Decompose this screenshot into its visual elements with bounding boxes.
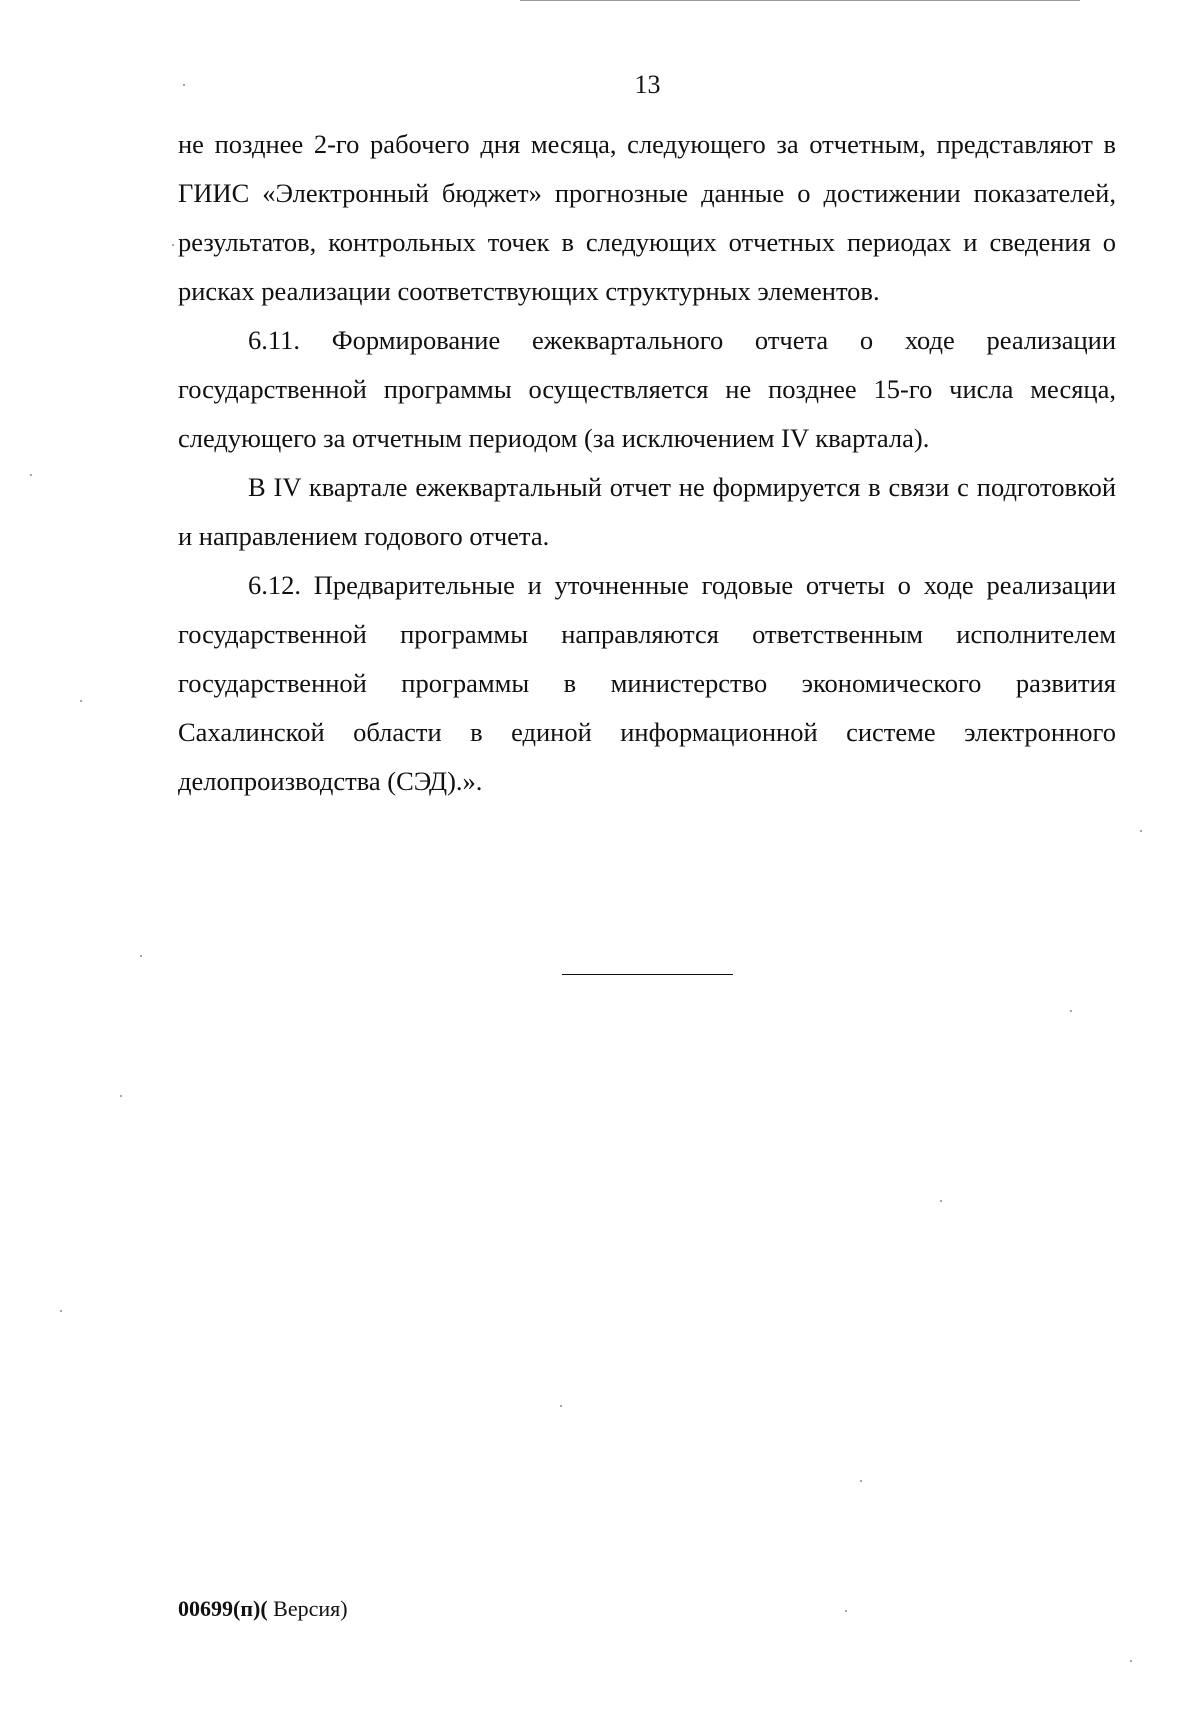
scan-speck: [172, 244, 174, 246]
scan-speck: [940, 1200, 942, 1202]
scan-speck: [183, 84, 185, 86]
scan-top-edge-line: [520, 0, 1080, 3]
paragraph-q4-note: В IV квартале ежеквартальный отчет не формируется в связи с подготовкой и направлением годового отчета.: [178, 472, 1116, 551]
paragraph-continuation: не позднее 2-го рабочего дня месяца, следующего за отчетным, представляют в ГИИС «Электронный бюджет» прогнозные данные о достижении показателей, результатов, контрольных точек в следующих отчетных периодах и сведения о рисках реализации соответствующих структурных элементов.: [178, 129, 1116, 306]
scan-speck: [1130, 1660, 1132, 1662]
paragraph-6-12: 6.12. Предварительные и уточненные годовые отчеты о ходе реализации государственной программы направляются ответственным исполнителем государственной программы в министерство экономического развития Сахалинской области в единой информационной системе электронного делопроизводства (СЭД).».: [178, 570, 1116, 796]
document-version-label: Версия): [267, 1596, 348, 1621]
paragraph-6-11: 6.11. Формирование ежеквартального отчета о ходе реализации государственной программы осуществляется не позднее 15-го числа месяца, следующего за отчетным периодом (за исключением IV квартала).: [178, 325, 1116, 453]
document-code: 00699(п)(: [178, 1596, 268, 1621]
document-body: [178, 120, 1116, 806]
scan-speck: [80, 700, 82, 702]
scan-speck: [1140, 830, 1142, 832]
scan-speck: [860, 1480, 862, 1482]
scan-speck: [140, 955, 142, 957]
scan-speck: [30, 474, 32, 476]
scan-speck: [1070, 1010, 1072, 1012]
end-of-text-rule: [562, 974, 733, 975]
scan-speck: [560, 1405, 562, 1407]
scan-speck: [60, 1310, 62, 1312]
document-footer: [178, 1596, 348, 1622]
scan-speck: [120, 1095, 122, 1097]
scan-speck: [845, 1610, 847, 1612]
page-number: 13: [634, 70, 661, 99]
